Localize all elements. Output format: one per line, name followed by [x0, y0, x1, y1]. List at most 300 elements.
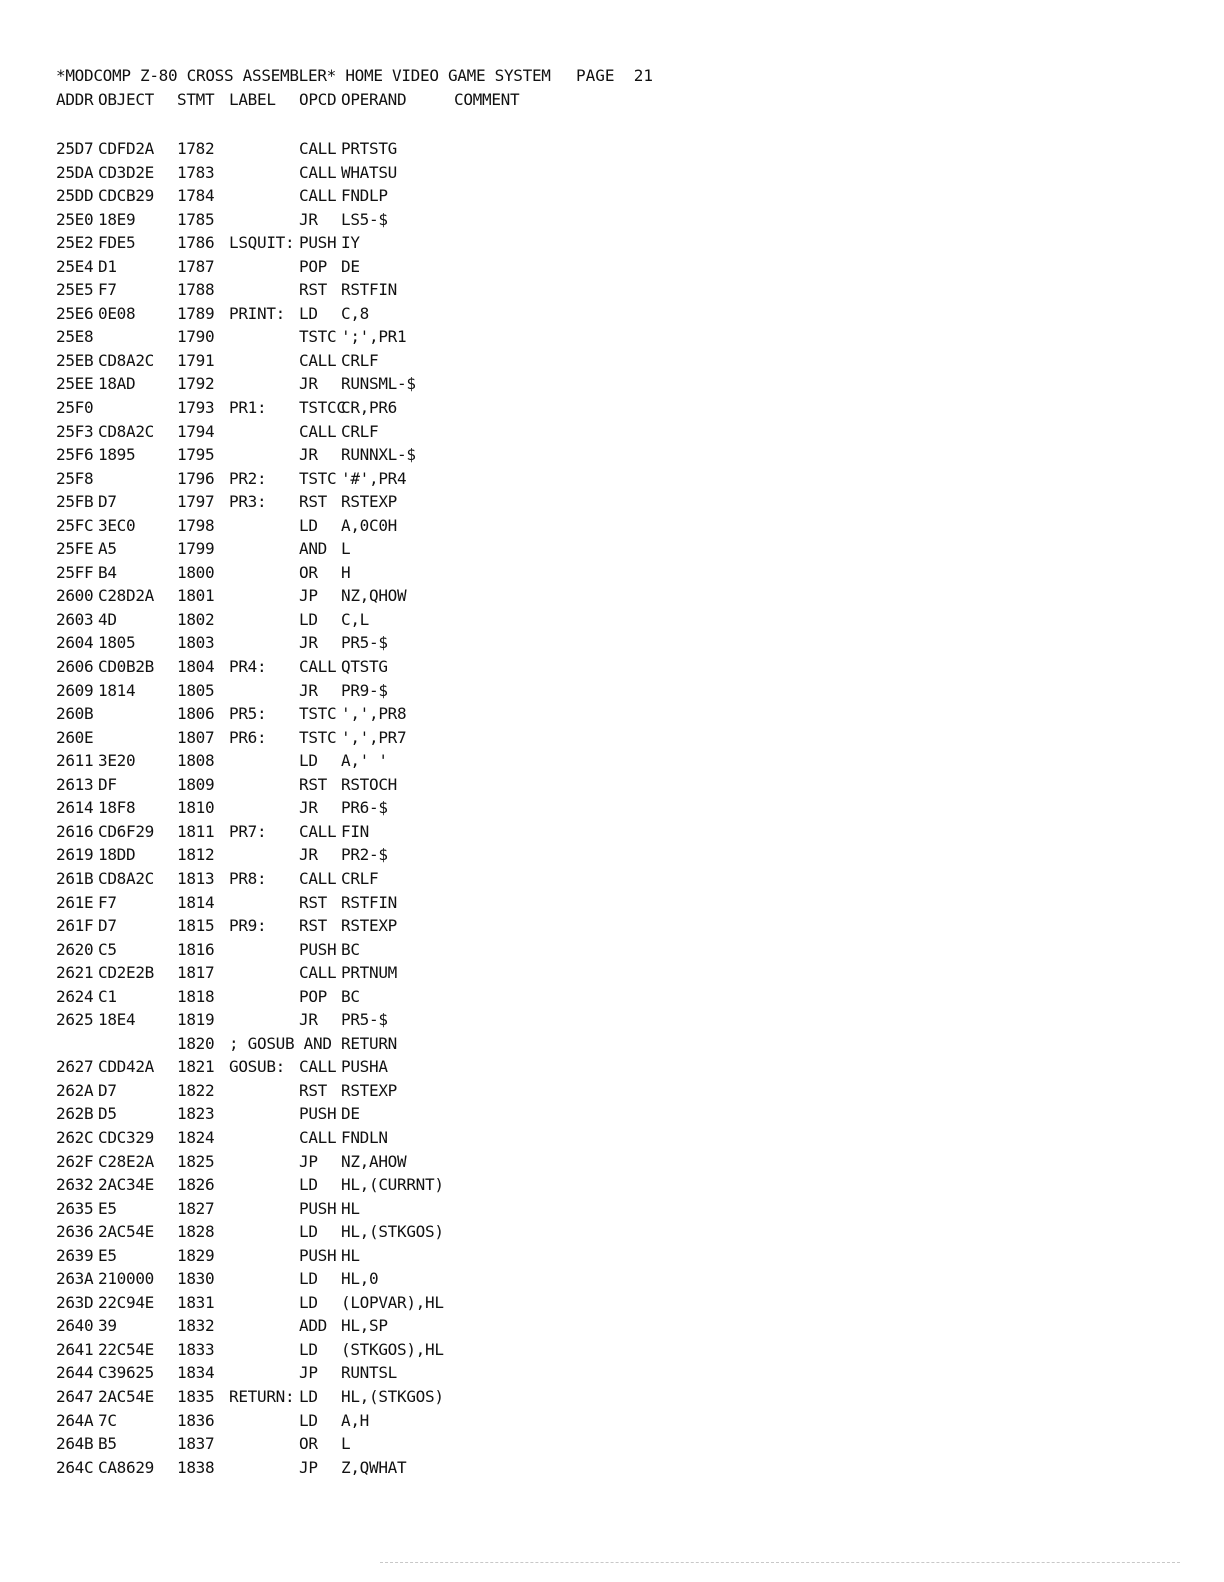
address: 2635 [56, 1198, 94, 1218]
statement-number: 1824 [177, 1127, 215, 1147]
statement-number: 1834 [177, 1363, 215, 1383]
statement-number: 1789 [177, 303, 215, 323]
operand: (LOPVAR),HL [341, 1292, 444, 1312]
opcode: JR [299, 633, 318, 653]
operand: Z,QWHAT [341, 1457, 407, 1477]
object-code: E5 [98, 1198, 117, 1218]
address: 2611 [56, 751, 94, 771]
statement-number: 1787 [177, 256, 215, 276]
address: 2639 [56, 1245, 94, 1265]
opcode: AND [299, 539, 327, 559]
address: 262B [56, 1104, 94, 1124]
opcode: JR [299, 680, 318, 700]
listing-line [0, 1102, 1224, 1126]
listing-line [0, 537, 1224, 561]
object-code: A5 [98, 539, 117, 559]
listing-line [0, 1197, 1224, 1221]
statement-number: 1837 [177, 1434, 215, 1454]
address: 261E [56, 892, 94, 912]
statement-number: 1828 [177, 1222, 215, 1242]
address: 25FC [56, 515, 94, 535]
opcode: TSTC [299, 704, 337, 724]
statement-number: 1830 [177, 1269, 215, 1289]
opcode: ADD [299, 1316, 327, 1336]
opcode: CALL [299, 186, 337, 206]
operand: RUNSML-$ [341, 374, 416, 394]
address: 2644 [56, 1363, 94, 1383]
operand: RSTEXP [341, 916, 397, 936]
opcode: RST [299, 1080, 327, 1100]
opcode: JR [299, 845, 318, 865]
statement-number: 1804 [177, 657, 215, 677]
opcode: LD [299, 515, 318, 535]
opcode: OR [299, 1434, 318, 1454]
opcode: JP [299, 1363, 318, 1383]
listing-line [0, 1456, 1224, 1480]
label: PR7: [229, 821, 267, 841]
operand: CR,PR6 [341, 398, 397, 418]
listing-line [0, 349, 1224, 373]
opcode: LD [299, 751, 318, 771]
operand: QTSTG [341, 657, 388, 677]
address: 2603 [56, 609, 94, 629]
operand: IY [341, 233, 360, 253]
statement-number: 1800 [177, 562, 215, 582]
page-bottom-rule [380, 1562, 1180, 1564]
object-code: 22C54E [98, 1339, 154, 1359]
statement-number: 1816 [177, 939, 215, 959]
opcode: PUSH [299, 1245, 337, 1265]
listing-line [0, 1173, 1224, 1197]
statement-number: 1795 [177, 445, 215, 465]
address: 2604 [56, 633, 94, 653]
listing-line [0, 1267, 1224, 1291]
address: 25D7 [56, 139, 94, 158]
listing-line [0, 938, 1224, 962]
statement-number: 1825 [177, 1151, 215, 1171]
listing-line [0, 679, 1224, 703]
listing-line [0, 843, 1224, 867]
listing-line [0, 514, 1224, 538]
address: 2636 [56, 1222, 94, 1242]
opcode: LD [299, 303, 318, 323]
operand: PR9-$ [341, 680, 388, 700]
statement-number: 1820 [177, 1033, 215, 1053]
listing-line [0, 1432, 1224, 1456]
statement-number: 1794 [177, 421, 215, 441]
statement-number: 1827 [177, 1198, 215, 1218]
address: 261F [56, 916, 94, 936]
address: 2613 [56, 774, 94, 794]
listing-line [0, 372, 1224, 396]
operand: HL,(STKGOS) [341, 1386, 444, 1406]
address: 262C [56, 1127, 94, 1147]
object-code: DF [98, 774, 117, 794]
opcode: JP [299, 586, 318, 606]
operand: A,0C0H [341, 515, 397, 535]
listing-line [0, 961, 1224, 985]
operand: '#',PR4 [341, 468, 407, 488]
address: 25DD [56, 186, 94, 206]
listing-line [0, 1055, 1224, 1079]
statement-number: 1822 [177, 1080, 215, 1100]
address: 263A [56, 1269, 94, 1289]
object-code: 7C [98, 1410, 117, 1430]
operand: CRLF [341, 868, 379, 888]
listing-line [0, 325, 1224, 349]
listing-line [0, 255, 1224, 279]
listing-line [0, 1291, 1224, 1315]
label: PRINT: [229, 303, 285, 323]
opcode: LD [299, 1175, 318, 1195]
object-code: CD8A2C [98, 350, 154, 370]
opcode: LD [299, 1292, 318, 1312]
opcode: RST [299, 774, 327, 794]
object-code: D1 [98, 256, 117, 276]
address: 25EE [56, 374, 94, 394]
opcode: CALL [299, 868, 337, 888]
opcode: LD [299, 1410, 318, 1430]
object-code: C39625 [98, 1363, 154, 1383]
listing-line [0, 1220, 1224, 1244]
opcode: LD [299, 1386, 318, 1406]
opcode: RST [299, 280, 327, 300]
label: PR3: [229, 492, 267, 512]
statement-number: 1826 [177, 1175, 215, 1195]
address: 2641 [56, 1339, 94, 1359]
object-code: D5 [98, 1104, 117, 1124]
listing-line [0, 443, 1224, 467]
address: 263D [56, 1292, 94, 1312]
object-code: D7 [98, 492, 117, 512]
address: 260E [56, 727, 94, 747]
object-code: 3E20 [98, 751, 136, 771]
address: 2632 [56, 1175, 94, 1195]
opcode: CALL [299, 1127, 337, 1147]
object-code: C28E2A [98, 1151, 154, 1171]
statement-number: 1814 [177, 892, 215, 912]
address: 25E2 [56, 233, 94, 253]
operand: DE [341, 256, 360, 276]
statement-number: 1783 [177, 162, 215, 182]
operand: HL [341, 1198, 360, 1218]
opcode: PUSH [299, 939, 337, 959]
operand: H [341, 562, 351, 582]
opcode: CALL [299, 139, 337, 158]
operand: ',',PR8 [341, 704, 407, 724]
address: 2609 [56, 680, 94, 700]
listing-line [0, 1008, 1224, 1032]
label: PR5: [229, 704, 267, 724]
address: 264A [56, 1410, 94, 1430]
label: GOSUB: [229, 1057, 285, 1077]
opcode: TSTC [299, 327, 337, 347]
operand: FNDLN [341, 1127, 388, 1147]
statement-number: 1805 [177, 680, 215, 700]
object-code: 210000 [98, 1269, 154, 1289]
statement-number: 1836 [177, 1410, 215, 1430]
operand: C,8 [341, 303, 369, 323]
address: 25F0 [56, 398, 94, 418]
object-code: F7 [98, 280, 117, 300]
column-header-operand: OPERAND [341, 90, 407, 109]
statement-number: 1838 [177, 1457, 215, 1477]
listing-line [0, 749, 1224, 773]
statement-number: 1833 [177, 1339, 215, 1359]
opcode: LD [299, 609, 318, 629]
statement-number: 1831 [177, 1292, 215, 1312]
statement-number: 1835 [177, 1386, 215, 1406]
address: 25FB [56, 492, 94, 512]
statement-number: 1823 [177, 1104, 215, 1124]
listing-line [0, 396, 1224, 420]
listing-line [0, 420, 1224, 444]
statement-number: 1808 [177, 751, 215, 771]
address: 2600 [56, 586, 94, 606]
operand: (STKGOS),HL [341, 1339, 444, 1359]
comment-text: ; GOSUB AND RETURN [229, 1033, 397, 1053]
listing-line [0, 584, 1224, 608]
operand: WHATSU [341, 162, 397, 182]
label: PR9: [229, 916, 267, 936]
opcode: PUSH [299, 1104, 337, 1124]
listing-line [0, 867, 1224, 891]
operand: DE [341, 1104, 360, 1124]
object-code: 3EC0 [98, 515, 136, 535]
listing-line [0, 891, 1224, 915]
listing-line [0, 1032, 1224, 1056]
label: PR1: [229, 398, 267, 418]
listing-line [0, 161, 1224, 185]
statement-number: 1792 [177, 374, 215, 394]
operand: RUNTSL [341, 1363, 397, 1383]
object-code: 18E4 [98, 1010, 136, 1030]
address: 25FE [56, 539, 94, 559]
opcode: CALL [299, 421, 337, 441]
operand: FNDLP [341, 186, 388, 206]
statement-number: 1811 [177, 821, 215, 841]
object-code: 18DD [98, 845, 136, 865]
opcode: JR [299, 1010, 318, 1030]
object-code: F7 [98, 892, 117, 912]
statement-number: 1813 [177, 868, 215, 888]
label: LSQUIT: [229, 233, 295, 253]
operand: RSTEXP [341, 492, 397, 512]
operand: FIN [341, 821, 369, 841]
listing-line [0, 631, 1224, 655]
opcode: JR [299, 209, 318, 229]
operand: RSTOCH [341, 774, 397, 794]
object-code: FDE5 [98, 233, 136, 253]
object-code: CDD42A [98, 1057, 154, 1077]
listing-line [0, 561, 1224, 585]
listing-line [0, 820, 1224, 844]
operand: PRTSTG [341, 139, 397, 158]
opcode: CALL [299, 162, 337, 182]
opcode: POP [299, 256, 327, 276]
statement-number: 1810 [177, 798, 215, 818]
listing-line [0, 1079, 1224, 1103]
listing-line [0, 467, 1224, 491]
statement-number: 1784 [177, 186, 215, 206]
operand: CRLF [341, 350, 379, 370]
address: 2614 [56, 798, 94, 818]
object-code: 18AD [98, 374, 136, 394]
address: 2624 [56, 986, 94, 1006]
object-code: B5 [98, 1434, 117, 1454]
listing-line [0, 1314, 1224, 1338]
object-code: 4D [98, 609, 117, 629]
opcode: PUSH [299, 1198, 337, 1218]
operand: PR5-$ [341, 1010, 388, 1030]
listing-line [0, 608, 1224, 632]
object-code: 1895 [98, 445, 136, 465]
listing-line [0, 1244, 1224, 1268]
operand: CRLF [341, 421, 379, 441]
address: 2619 [56, 845, 94, 865]
operand: BC [341, 986, 360, 1006]
operand: NZ,QHOW [341, 586, 407, 606]
address: 25F8 [56, 468, 94, 488]
operand: PR5-$ [341, 633, 388, 653]
object-code: 2AC34E [98, 1175, 154, 1195]
statement-number: 1812 [177, 845, 215, 865]
listing-line [0, 655, 1224, 679]
listing-line [0, 985, 1224, 1009]
opcode: RST [299, 492, 327, 512]
listing-line [0, 490, 1224, 514]
object-code: 39 [98, 1316, 117, 1336]
statement-number: 1786 [177, 233, 215, 253]
listing-line [0, 1361, 1224, 1385]
object-code: E5 [98, 1245, 117, 1265]
label: PR6: [229, 727, 267, 747]
listing-line [0, 1150, 1224, 1174]
statement-number: 1801 [177, 586, 215, 606]
opcode: OR [299, 562, 318, 582]
address: 262A [56, 1080, 94, 1100]
opcode: TSTC [299, 468, 337, 488]
statement-number: 1782 [177, 139, 215, 158]
operand: L [341, 539, 351, 559]
opcode: CALL [299, 963, 337, 983]
operand: BC [341, 939, 360, 959]
statement-number: 1829 [177, 1245, 215, 1265]
opcode: JP [299, 1151, 318, 1171]
operand: HL,(STKGOS) [341, 1222, 444, 1242]
listing-line [0, 1385, 1224, 1409]
object-code: CA8629 [98, 1457, 154, 1477]
address: 25F6 [56, 445, 94, 465]
operand: RSTFIN [341, 892, 397, 912]
listing-line [0, 302, 1224, 326]
operand: ';',PR1 [341, 327, 407, 347]
statement-number: 1793 [177, 398, 215, 418]
object-code: C5 [98, 939, 117, 959]
operand: HL,0 [341, 1269, 379, 1289]
address: 25E8 [56, 327, 94, 347]
operand: RSTEXP [341, 1080, 397, 1100]
statement-number: 1832 [177, 1316, 215, 1336]
operand: HL [341, 1245, 360, 1265]
object-code: CD3D2E [98, 162, 154, 182]
opcode: TSTC [299, 727, 337, 747]
statement-number: 1802 [177, 609, 215, 629]
listing-line [0, 796, 1224, 820]
statement-number: 1797 [177, 492, 215, 512]
statement-number: 1815 [177, 916, 215, 936]
column-header-comment: COMMENT [454, 90, 520, 109]
operand: PUSHA [341, 1057, 388, 1077]
listing-line [0, 726, 1224, 750]
statement-number: 1817 [177, 963, 215, 983]
listing-line [0, 184, 1224, 208]
opcode: POP [299, 986, 327, 1006]
listing-line [0, 278, 1224, 302]
opcode: CALL [299, 1057, 337, 1077]
object-code: C1 [98, 986, 117, 1006]
opcode: LD [299, 1339, 318, 1359]
opcode: TSTCC [299, 398, 346, 418]
object-code: CDCB29 [98, 186, 154, 206]
address: 25EB [56, 350, 94, 370]
opcode: CALL [299, 657, 337, 677]
statement-number: 1788 [177, 280, 215, 300]
address: 2627 [56, 1057, 94, 1077]
object-code: 2AC54E [98, 1222, 154, 1242]
object-code: 22C94E [98, 1292, 154, 1312]
address: 264B [56, 1434, 94, 1454]
statement-number: 1796 [177, 468, 215, 488]
listing-line [0, 137, 1224, 161]
address: 25FF [56, 562, 94, 582]
opcode: LD [299, 1222, 318, 1242]
column-header-addr: ADDR [56, 90, 94, 109]
address: 2616 [56, 821, 94, 841]
operand: A,H [341, 1410, 369, 1430]
statement-number: 1807 [177, 727, 215, 747]
address: 25E6 [56, 303, 94, 323]
operand: RSTFIN [341, 280, 397, 300]
operand: PRTNUM [341, 963, 397, 983]
object-code: CD2E2B [98, 963, 154, 983]
address: 264C [56, 1457, 94, 1477]
object-code: 1814 [98, 680, 136, 700]
statement-number: 1809 [177, 774, 215, 794]
listing-line [0, 1409, 1224, 1433]
operand: NZ,AHOW [341, 1151, 407, 1171]
column-header-opcd: OPCD [299, 90, 337, 109]
address: 25F3 [56, 421, 94, 441]
column-header-label: LABEL [229, 90, 276, 109]
opcode: CALL [299, 350, 337, 370]
address: 2640 [56, 1316, 94, 1336]
operand: C,L [341, 609, 369, 629]
opcode: CALL [299, 821, 337, 841]
label: RETURN: [229, 1386, 295, 1406]
listing-title: *MODCOMP Z-80 CROSS ASSEMBLER* HOME VIDEO GAME SYSTEM [56, 66, 551, 85]
opcode: PUSH [299, 233, 337, 253]
object-code: 0E08 [98, 303, 136, 323]
statement-number: 1806 [177, 704, 215, 724]
operand: RUNNXL-$ [341, 445, 416, 465]
object-code: CD6F29 [98, 821, 154, 841]
object-code: D7 [98, 1080, 117, 1100]
listing-line [0, 773, 1224, 797]
operand: PR6-$ [341, 798, 388, 818]
opcode: JP [299, 1457, 318, 1477]
object-code: 18E9 [98, 209, 136, 229]
